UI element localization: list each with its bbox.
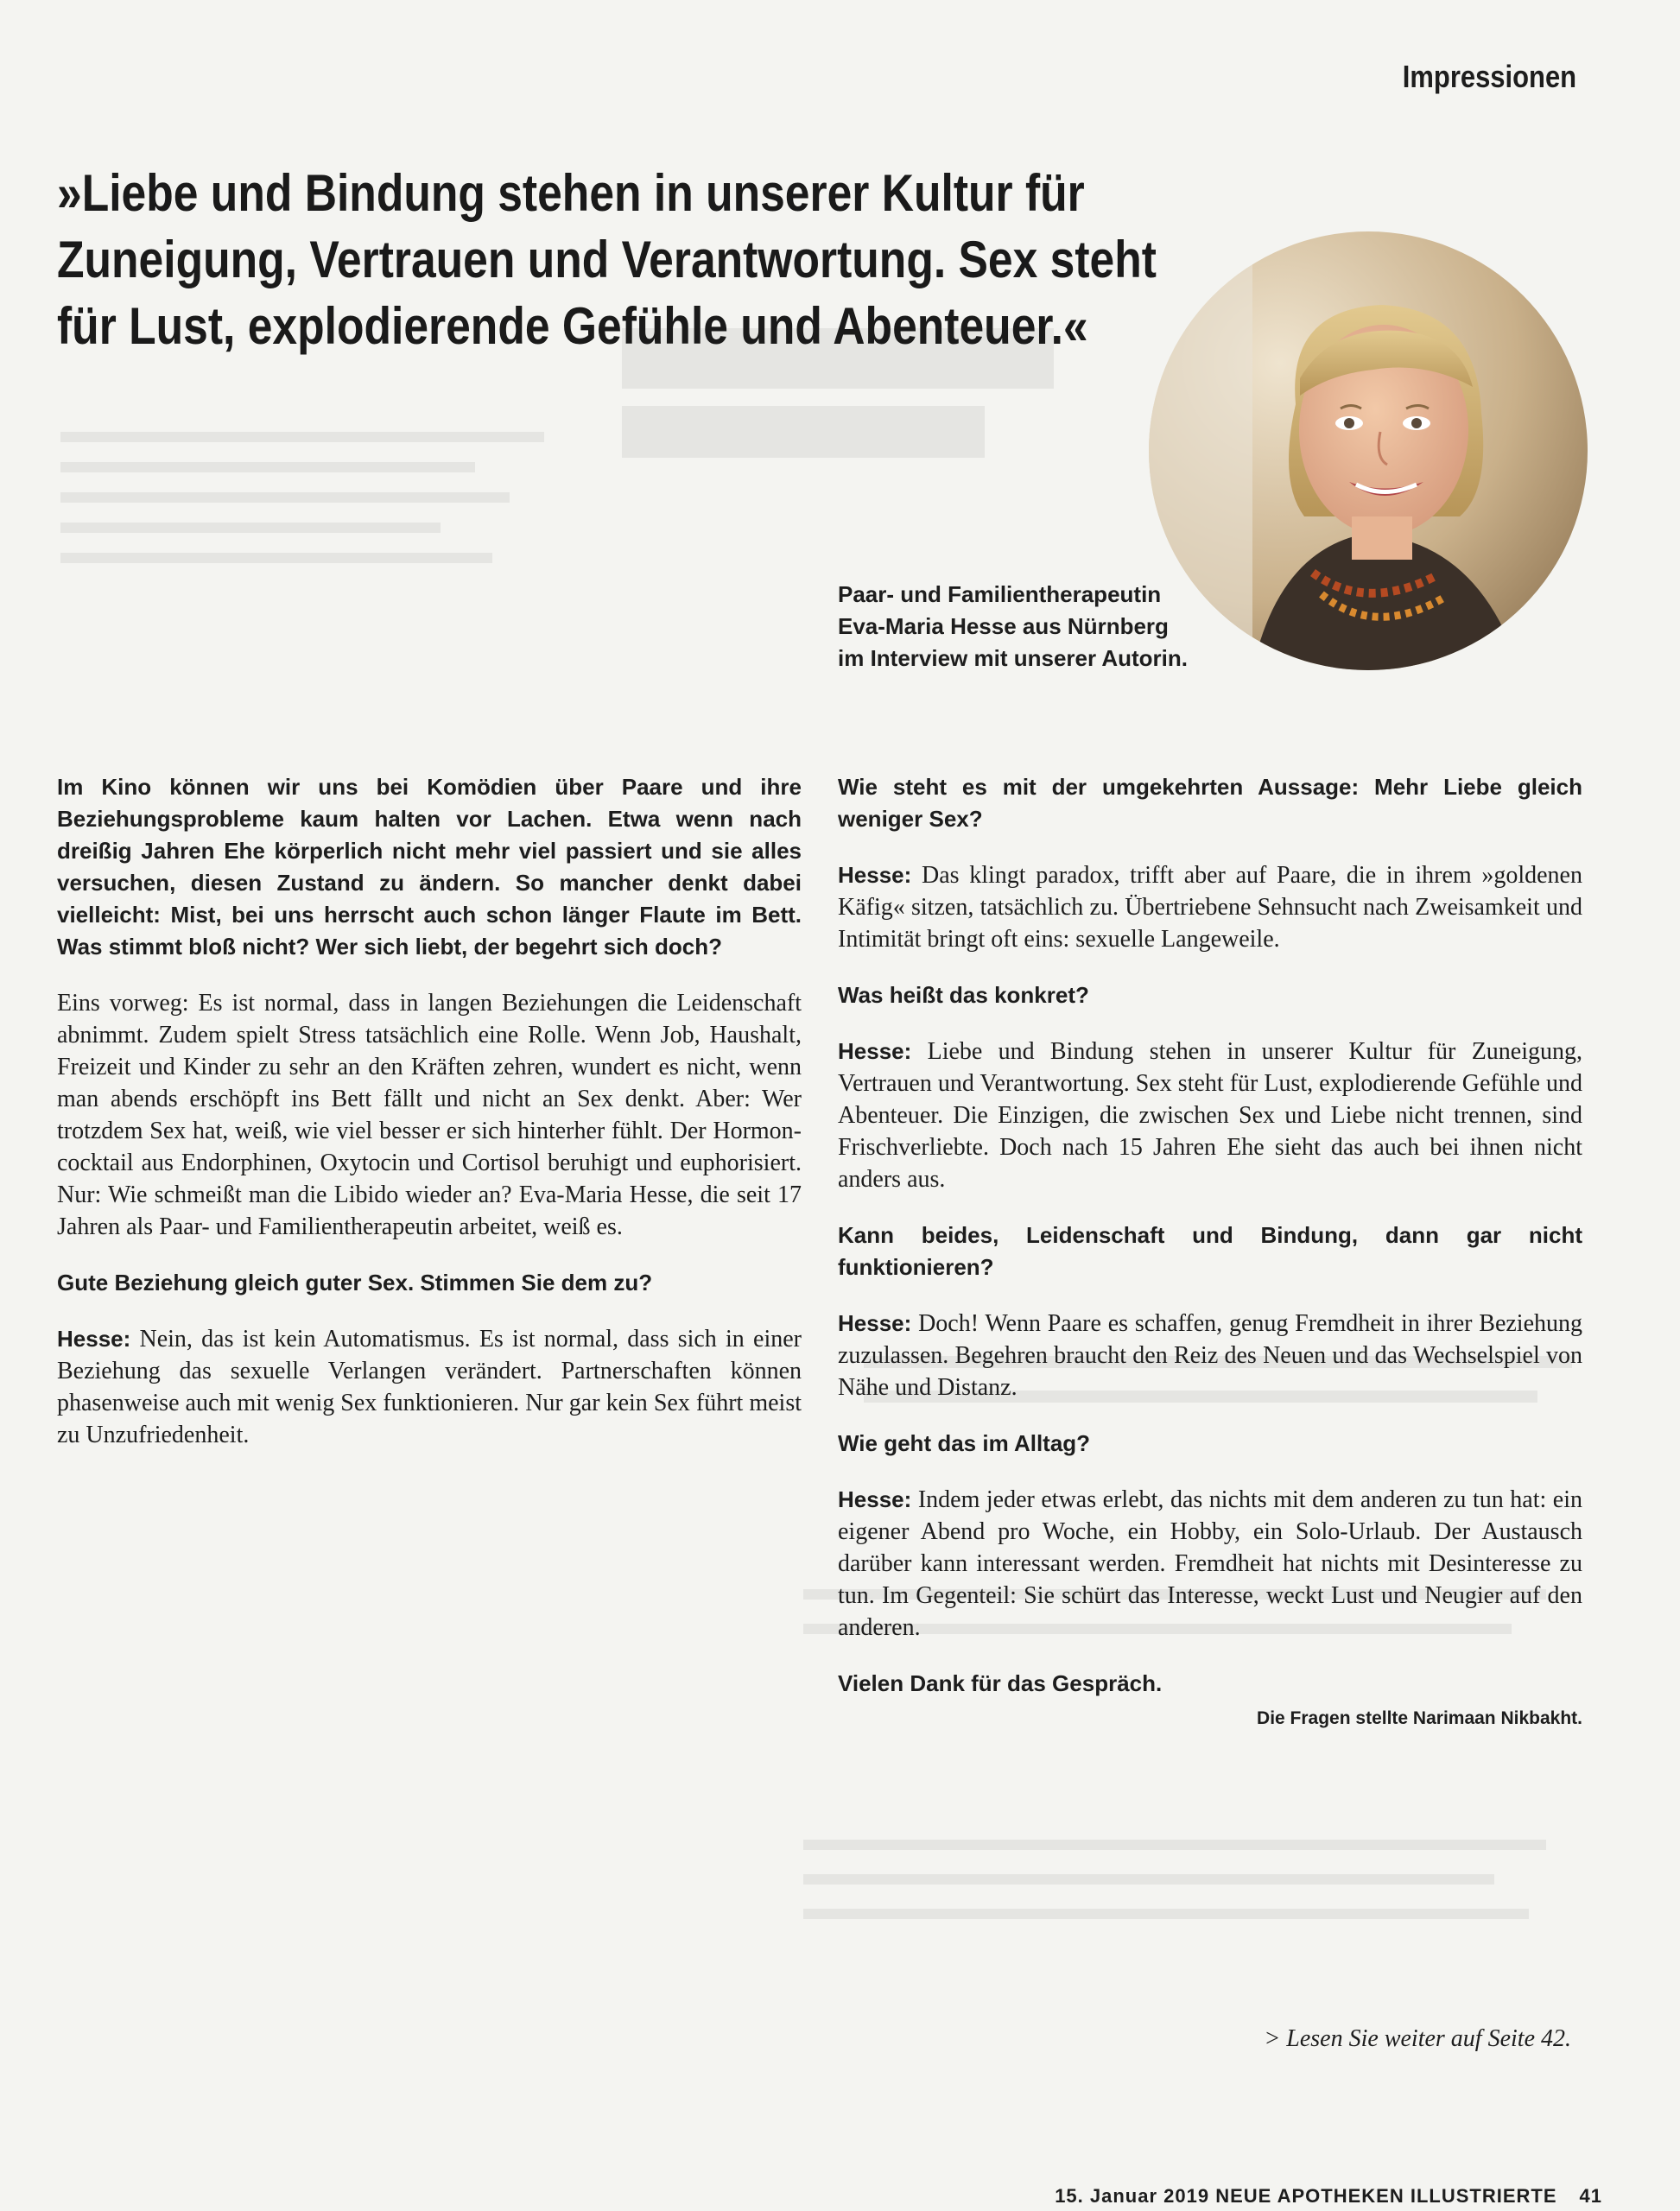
question-4: Kann beides, Leidenschaft und Bindung, dann gar nicht funktionieren? — [838, 1222, 1582, 1280]
answer-5 — [838, 1484, 1582, 1644]
speaker-label: Hesse: — [57, 1326, 131, 1352]
photo-caption — [838, 579, 1270, 675]
answer-text: Doch! Wenn Paare es schaffen, genug Fremdheit in ihrer Beziehung zuzulassen. Begehren braucht den Reiz des Neuen und das Wechselspiel von Nähe und Distanz. — [838, 1310, 1582, 1401]
closing-line: Vielen Dank für das Gespräch. — [838, 1670, 1163, 1696]
lead-paragraph: Im Kino können wir uns bei Komödien über Paare und ihre Beziehungsprobleme kaum halten vor Lachen. Etwa wenn nach dreißig Jahren Ehe körperlich nicht mehr viel passiert und sie alles versuchen, diesen Zustand zu ändern. So mancher denkt dabei vielleicht: Mist, bei uns herrscht auch schon länger Flaute im Bett. Was stimmt bloß nicht? Wer sich liebt, der begehrt sich doch? — [57, 774, 802, 960]
answer-text: Nein, das ist kein Automatismus. Es ist normal, dass sich in einer Beziehung das sexuelle Verlangen verändert. Partnerschaften können phasenweise auch mit wenig Sex funktionieren. Nur gar kein Sex führt meist zu Unzufriedenheit. — [57, 1326, 802, 1448]
intro-paragraph: Eins vorweg: Es ist normal, dass in langen Beziehungen die Leidenschaft abnimmt. Zudem spielt Stress tatsächlich eine Rolle. Wenn Job, Haushalt, Freizeit und Kinder zu sehr an den Kräften zehren, wundert es nicht, wenn man abends erschöpft ins Bett fällt und nicht an Sex denkt. Aber: Wer trotzdem Sex hat, weiß, wie viel besser er sich hinterher fühlt. Der Hormoncocktail aus Endorphinen, Oxytocin und Cortisol beruhigt und euphorisiert. Nur: Wie schmeißt man die Libido wieder an? Eva-Maria Hesse, die seit 17 Jahren als Paar- und Familientherapeutin arbeitet, weiß es. — [57, 990, 802, 1240]
pull-quote-headline: »Liebe und Bindung stehen in unserer Kultur für Zuneigung, Vertrauen und Verantwortung. Sex steht für Lust, explodierende Gefühle und Abenteuer.« — [57, 164, 1157, 355]
answer-3 — [838, 1036, 1582, 1195]
answer-4 — [838, 1308, 1582, 1403]
page-number: 41 — [1579, 2185, 1602, 2207]
question-3: Was heißt das konkret? — [838, 982, 1089, 1008]
caption-line-3: im Interview mit unserer Autorin. — [838, 645, 1189, 671]
question-5: Wie geht das im Alltag? — [838, 1430, 1091, 1456]
page-footer — [1055, 2185, 1602, 2208]
caption-line-1: Paar- und Familientherapeutin — [838, 581, 1162, 607]
question-1: Gute Beziehung gleich guter Sex. Stimmen Sie dem zu? — [57, 1270, 653, 1296]
speaker-label: Hesse: — [838, 1310, 912, 1336]
caption-line-2: Eva-Maria Hesse aus Nürnberg — [838, 613, 1169, 639]
issue-info: 15. Januar 2019 NEUE APOTHEKEN ILLUSTRIERTE — [1055, 2185, 1557, 2207]
answer-1 — [57, 1323, 802, 1451]
speaker-label: Hesse: — [838, 862, 912, 888]
section-label: Impressionen — [1402, 59, 1576, 94]
left-column — [57, 771, 802, 1475]
question-2: Wie steht es mit der umgekehrten Aussage: Mehr Liebe gleich weniger Sex? — [838, 774, 1582, 832]
answer-text: Liebe und Bindung stehen in unserer Kultur für Zuneigung, Vertrauen und Verantwortung. Sex steht für Lust, explodierende Gefühle und Abenteuer. Die Einzigen, die zwischen Sex und Liebe nicht trennen, sind Frischverliebte. Doch nach 15 Jahren Ehe sieht das auch bei ihnen nicht anders aus. — [838, 1038, 1582, 1193]
answer-text: Das klingt paradox, trifft aber auf Paare, die in ihrem »goldenen Käfig« sitzen, tatsächlich zu. Übertriebene Sehnsucht nach Zweisamkeit und Intimität bringt oft eins: sexuelle Langeweile. — [838, 862, 1582, 953]
answer-2 — [838, 859, 1582, 955]
continue-reading-note: > Lesen Sie weiter auf Seite 42. — [1264, 2025, 1571, 2052]
answer-text: Indem jeder etwas erlebt, das nichts mit dem anderen zu tun hat: ein eigener Abend pro Woche, ein Hobby, ein Solo-Urlaub. Der Austausch darüber kann interessant werden. Fremdheit hat nichts mit Desinteresse zu tun. Im Gegenteil: Sie schürt das Interesse, weckt Lust und Neugier auf den anderen. — [838, 1486, 1582, 1641]
right-column — [838, 771, 1582, 1729]
author-credit: Die Fragen stellte Narimaan Nikbakht. — [1257, 1708, 1582, 1728]
speaker-label: Hesse: — [838, 1038, 912, 1064]
speaker-label: Hesse: — [838, 1486, 912, 1512]
